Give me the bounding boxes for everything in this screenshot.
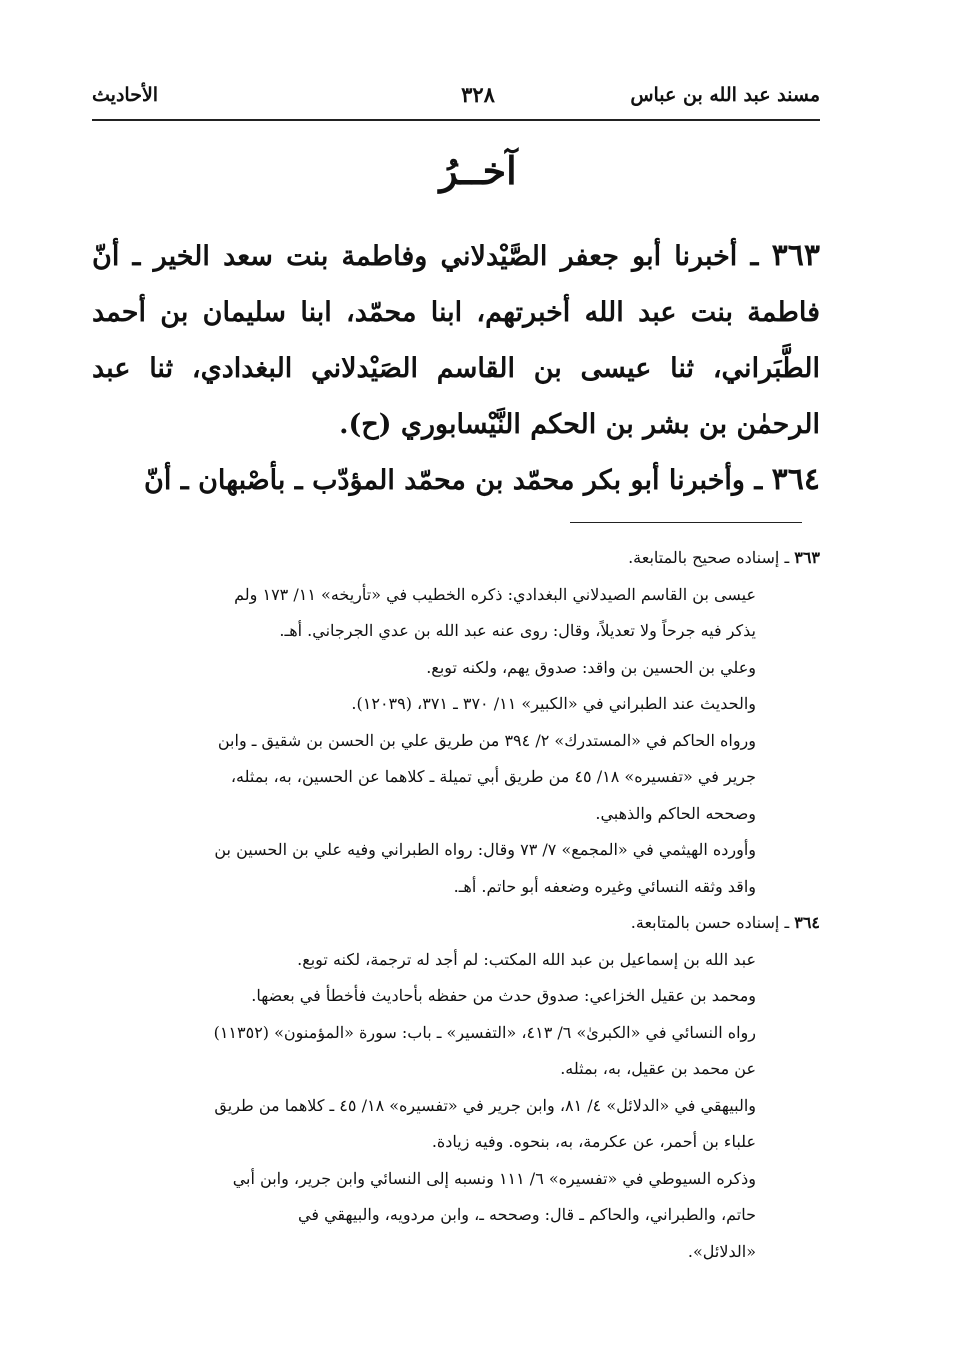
running-header-section: الأحاديث bbox=[92, 84, 159, 106]
running-header-book-title: مسند عبد الله بن عباس bbox=[630, 84, 820, 106]
footnote-line: حاتم، والطبراني، والحاكم ـ قال: وصححه ـ، وابن مردويه، والبيهقي في bbox=[298, 1205, 756, 1224]
footnote-line: وصححه الحاكم والذهبي. bbox=[595, 803, 756, 823]
footnote-line: جرير في «تفسيره» ١٨/ ٤٥ من طريق أبي تميلة ـ كلاهما عن الحسين، به، بمثله، bbox=[230, 767, 756, 786]
hadith-number: ٣٦٣ bbox=[771, 238, 820, 273]
footnote-line: والبيهقي في «الدلائل» ٤/ ٨١، وابن جرير في «تفسيره» ١٨/ ٤٥ ـ كلاهما من طريق bbox=[214, 1095, 756, 1115]
header-rule bbox=[92, 119, 820, 121]
footnote-line: يذكر فيه جرحاً ولا تعديلاً، وقال: روى عنه عبد الله بن عدي الجرجاني. أهـ. bbox=[279, 621, 756, 640]
footnote-line: وأورده الهيثمي في «المجمع» ٧/ ٧٣ وقال: رواه الطبراني وفيه علي بن الحسين بن bbox=[214, 840, 756, 859]
page-number: ٣٢٨ bbox=[461, 82, 495, 107]
footnote-line: علباء بن أحمر، عن عكرمة، به، بنحوه. وفيه زيادة. bbox=[431, 1132, 756, 1151]
hadith-number: ٣٦٤ bbox=[771, 462, 820, 497]
footnote-verdict: ـ إسناده صحيح بالمتابعة. bbox=[628, 548, 795, 567]
footnote-line: ومحمد بن عقيل الخزاعي: صدوق حدث من حفظه بأحاديث فأخطأ في بعضها. bbox=[251, 986, 756, 1005]
footnote-line: والحديث عند الطبراني في «الكبير» ١١/ ٣٧٠ ـ ٣٧١، (١٢٠٣٩). bbox=[351, 694, 756, 713]
hadith-paragraph bbox=[92, 452, 820, 509]
hadith-text: ـ وأخبرنا أبو بكر محمّد بن محمّد المؤدّب ـ بأصْبهان ـ أنّ bbox=[144, 465, 772, 496]
footnote-heading bbox=[92, 540, 820, 577]
hadith-paragraph bbox=[92, 228, 820, 453]
footnote-line: واقد وثقه النسائي وغيره وضعفه أبو حاتم. أهـ. bbox=[453, 876, 756, 896]
footnote-line: عبد الله بن إسماعيل بن عبد الله المكتب: لم أجد له ترجمة، لكنه توبع. bbox=[297, 949, 756, 969]
footnote-line: وذكره السيوطي في «تفسيره» ٦/ ١١١ ونسبه إلى النسائي وابن جرير، وابن أبي bbox=[232, 1168, 756, 1188]
footnote-verdict: ـ إسناده حسن بالمتابعة. bbox=[630, 913, 795, 932]
footnote-line: عن محمد بن عقيل، به، بمثله. bbox=[560, 1059, 756, 1078]
footnote-line: ورواه الحاكم في «المستدرك» ٢/ ٣٩٤ من طريق علي بن الحسن بن شقيق ـ وابن bbox=[217, 730, 756, 750]
footnote-number: ٣٦٣ bbox=[794, 548, 820, 567]
footnote-separator bbox=[570, 522, 802, 523]
footnote-line: «الدلائل». bbox=[687, 1241, 756, 1261]
footnote-heading bbox=[92, 905, 820, 942]
footnotes bbox=[92, 540, 820, 1270]
footnote-line: عيسى بن القاسم الصيدلاني البغدادي: ذكره الخطيب في «تأريخه» ١١/ ١٧٣ ولم bbox=[234, 584, 756, 604]
footnote-number: ٣٦٤ bbox=[794, 913, 820, 932]
section-title: آخــرُ bbox=[439, 148, 517, 193]
footnote-line: وعلي بن الحسين بن واقد: صدوق يهم، ولكنه توبع. bbox=[426, 657, 756, 677]
hadith-text: ـ أخبرنا أبو جعفر الصَّيْدلاني وفاطمة بنت سعد الخير ـ أنّ فاطمة بنت عبد الله أخبرتهم، ابنا محمّد، ابنا سليمان بن أحمد الطَّبَراني، ثنا عيسى بن القاسم الصَيْدلاني البغدادي، ثنا عبد الرحمٰن بن بشر بن الحكم النَّيْسابوري (ح). bbox=[92, 241, 820, 440]
footnote-line: رواه النسائي في «الكبرىٰ» ٦/ ٤١٣، «التفسير» ـ باب: سورة «المؤمنون» (١١٣٥٢) bbox=[213, 1022, 756, 1042]
